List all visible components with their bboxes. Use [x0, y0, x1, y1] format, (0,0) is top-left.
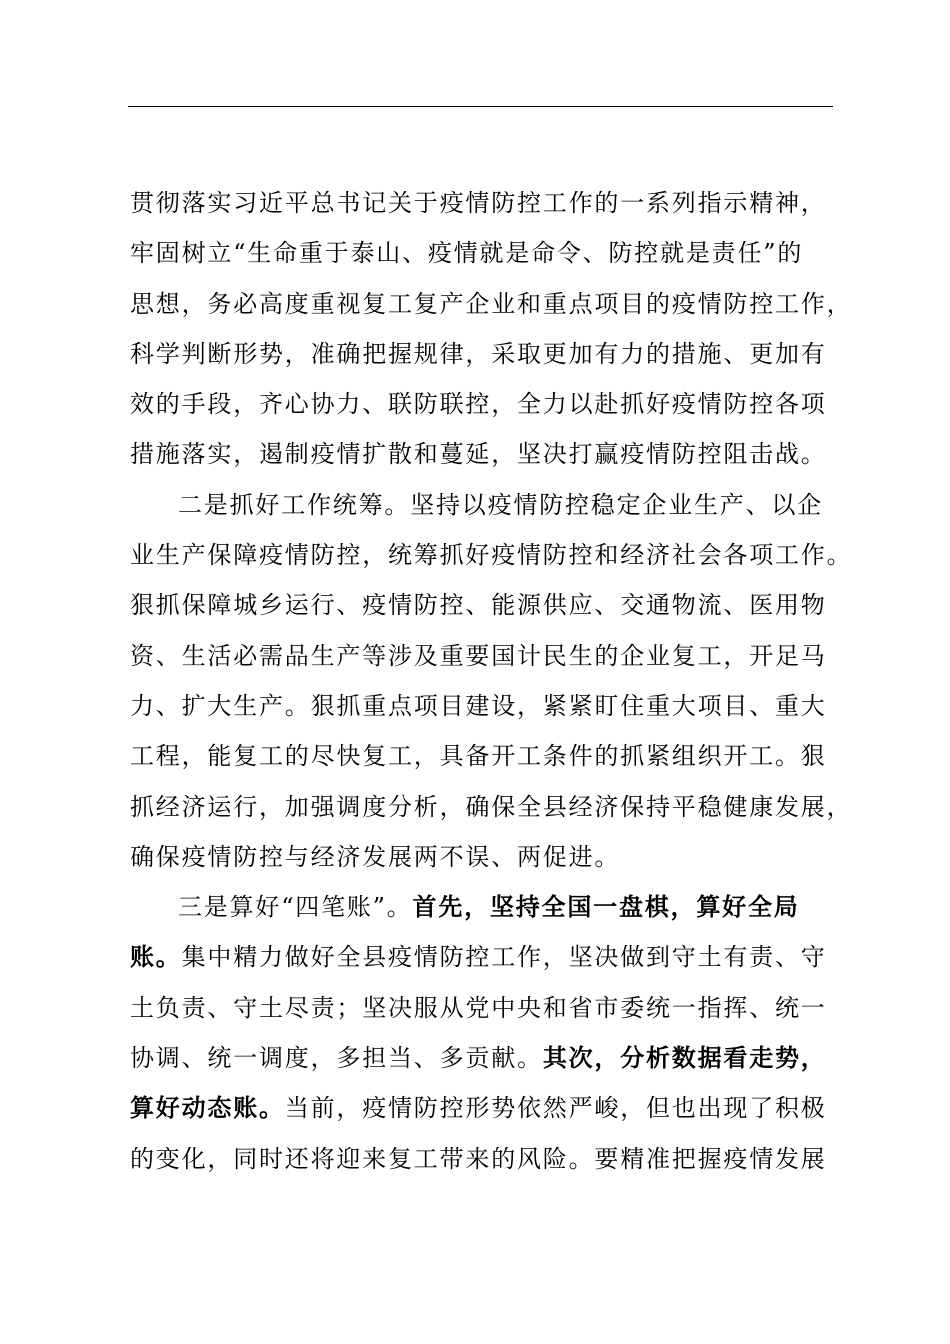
- text-run: 力、扩大生产。狠抓重点项目建设，紧紧盯住重大项目、重大: [130, 691, 827, 720]
- paragraph-2-line-2: [130, 530, 853, 580]
- text-run: 确保疫情防控与经济发展两不误、两促进。: [130, 842, 621, 871]
- paragraph-2-line-8: [130, 832, 842, 882]
- paragraph-2-line-6: [130, 731, 842, 781]
- text-run: 二是抓好工作统筹。坚持以疫情防控稳定企业生产、以企: [178, 490, 823, 519]
- text-run: 当前，疫情防控形势依然严峻，但也出现了积极: [284, 1094, 827, 1123]
- text-run: 效的手段，齐心协力、联防联控，全力以赴抓好疫情防控各项: [130, 390, 827, 419]
- paragraph-1-line-6: [130, 429, 842, 479]
- paragraph-1-line-3: [130, 279, 853, 329]
- paragraph-1-line-5: [130, 379, 842, 429]
- text-run: 工程，能复工的尽快复工，具备开工条件的抓紧组织开工。狠: [130, 742, 827, 771]
- text-run: 狠抓保障城乡运行、疫情防控、能源供应、交通物流、医用物: [130, 591, 827, 620]
- paragraph-3-line-4: [130, 1033, 842, 1083]
- text-run: 思想，务必高度重视复工复产企业和重点项目的疫情防控工作，: [130, 289, 853, 318]
- text-run: 资、生活必需品生产等涉及重要国计民生的企业复工，开足马: [130, 641, 827, 670]
- paragraph-3-line-3: [130, 983, 842, 1033]
- text-run: 抓经济运行，加强调度分析，确保全县经济保持平稳健康发展，: [130, 792, 853, 821]
- document-body: [130, 178, 853, 1184]
- paragraph-2-line-4: [130, 631, 842, 681]
- bold-text-run: 首先，坚持全国一盘棋，算好全局: [412, 892, 800, 922]
- text-run: 的变化，同时还将迎来复工带来的风险。要精准把握疫情发展: [130, 1144, 827, 1173]
- paragraph-1-line-2: [130, 228, 842, 278]
- text-run: 协调、统一调度，多担当、多贡献。: [130, 1044, 543, 1073]
- paragraph-1-line-4: [130, 329, 842, 379]
- paragraph-3-line-5: [130, 1083, 842, 1133]
- text-run: 业生产保障疫情防控，统筹抓好疫情防控和经济社会各项工作。: [130, 541, 853, 570]
- text-run: 牢固树立“生命重于泰山、疫情就是命令、防控就是责任”的: [130, 239, 804, 268]
- paragraph-3-line-2: [130, 932, 842, 982]
- text-run: 土负责、守土尽责；坚决服从党中央和省市委统一指挥、统一: [130, 993, 827, 1022]
- paragraph-1-line-1: [130, 178, 842, 228]
- paragraph-2-line-1: [130, 480, 842, 530]
- paragraph-2-line-7: [130, 782, 853, 832]
- text-run: 集中精力做好全县疫情防控工作，坚决做到守土有责、守: [181, 943, 827, 972]
- paragraph-2-line-5: [130, 681, 842, 731]
- text-run: 措施落实，遏制疫情扩散和蔓延，坚决打赢疫情防控阻击战。: [130, 440, 827, 469]
- text-run: 贯彻落实习近平总书记关于疫情防控工作的一系列指示精神，: [130, 189, 827, 217]
- paragraph-2-line-3: [130, 580, 842, 630]
- bold-text-run: 其次，分析数据看走势，: [542, 1043, 827, 1073]
- bold-text-run: 账。: [130, 942, 182, 972]
- text-run: 三是算好“四笔账”。: [178, 893, 413, 922]
- bold-text-run: 算好动态账。: [130, 1093, 285, 1123]
- header-rule: [128, 106, 833, 107]
- paragraph-3-line-1: [130, 882, 842, 932]
- text-run: 科学判断形势，准确把握规律，采取更加有力的措施、更加有: [130, 339, 827, 368]
- paragraph-3-line-6: [130, 1134, 842, 1184]
